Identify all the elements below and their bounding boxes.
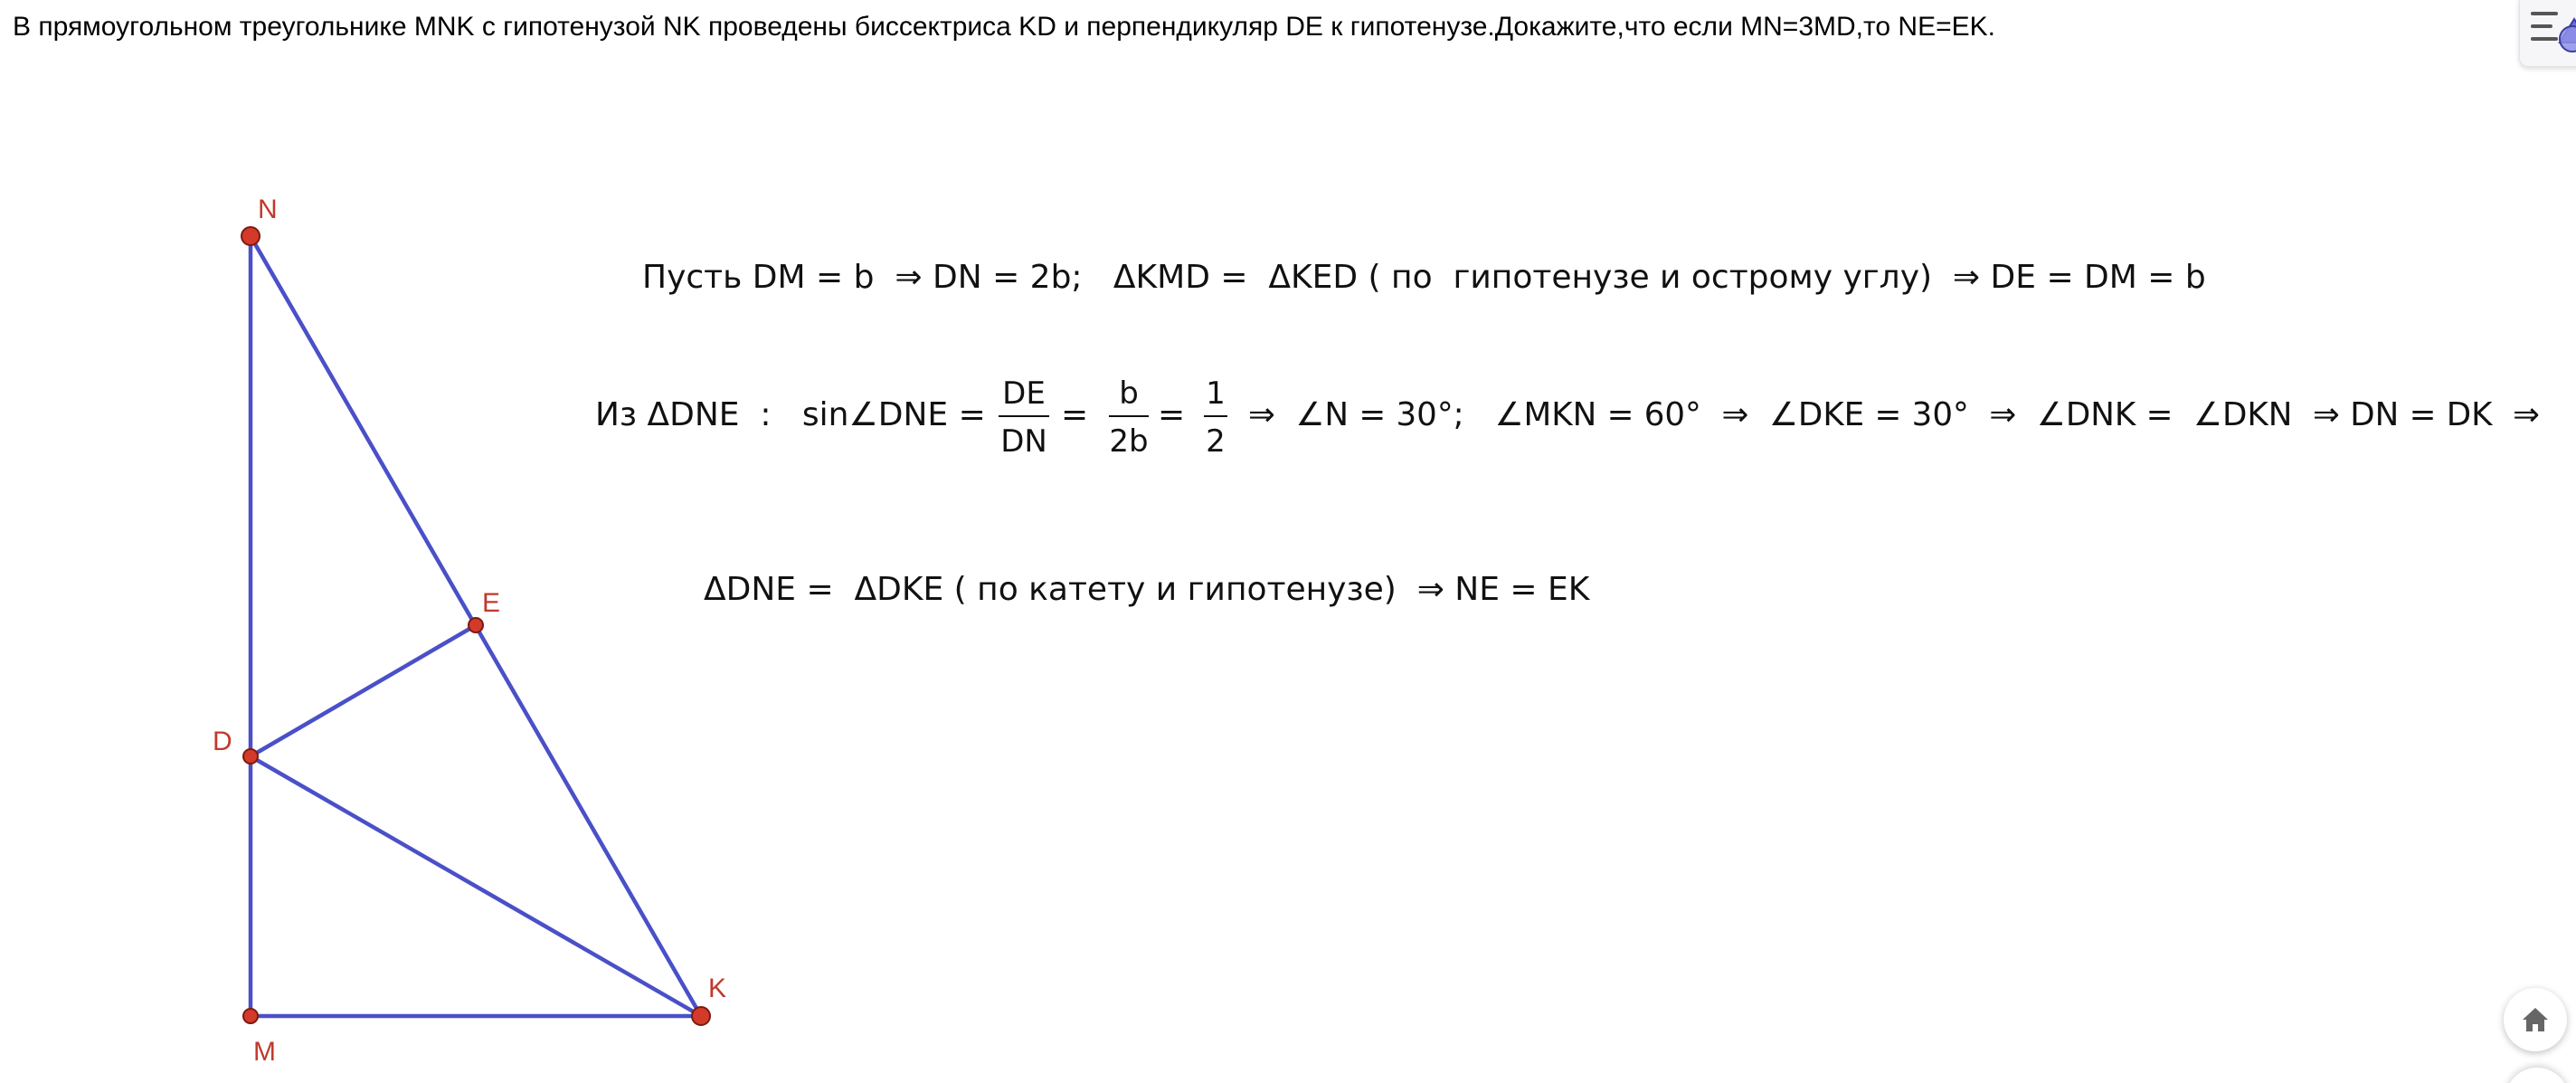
equals-2: = <box>1158 396 1186 433</box>
proof-line-1: Пусть DM = b ⇒ DN = 2b; ΔKMD = ΔKED ( по гипотенузе и острому углу) ⇒ DE = DM = b <box>642 259 2206 296</box>
point-d[interactable] <box>243 749 258 764</box>
label-m: M <box>253 1037 276 1067</box>
fraction-half-numerator: 1 <box>1206 375 1226 412</box>
menu-button[interactable] <box>2519 0 2576 67</box>
menu-graphing-icon <box>2520 0 2576 66</box>
proof-line-2-suffix: ⇒ ∠N = 30°; ∠MKN = 60° ⇒ ∠DKE = 30° ⇒ ∠DNK = ∠DKN ⇒ DN = DK ⇒ <box>1248 396 2540 433</box>
equals-1: = <box>1061 396 1089 433</box>
segment-dk[interactable] <box>251 756 701 1016</box>
segment-de[interactable] <box>251 625 476 756</box>
point-k[interactable] <box>692 1007 710 1025</box>
proof-line-2-prefix: Из ΔDNE : sin∠DNE = <box>595 396 986 433</box>
label-e: E <box>482 588 501 618</box>
point-n[interactable] <box>242 227 260 245</box>
home-button[interactable] <box>2504 988 2567 1051</box>
fraction-de-denominator: DN <box>1000 423 1047 460</box>
point-m[interactable] <box>243 1009 258 1023</box>
label-k: K <box>708 974 727 1003</box>
home-icon <box>2520 1005 2551 1034</box>
point-e[interactable] <box>469 618 483 632</box>
proof-line-3: ΔDNE = ΔDKE ( по катету и гипотенузе) ⇒ NE = EK <box>704 571 1590 608</box>
fraction-de-numerator: DE <box>1002 375 1046 412</box>
label-n: N <box>258 195 278 224</box>
label-d: D <box>213 727 232 756</box>
fraction-b-denominator: 2b <box>1109 423 1149 460</box>
fraction-b-numerator: b <box>1119 375 1139 412</box>
proof-line-2 <box>595 375 2540 460</box>
problem-statement: В прямоугольном треугольнике MNK с гипотенузой NK проведены биссектриса KD и перпендикуляр DE к гипотенузе.Докажите,что если MN=3MD,то NE=EK. <box>13 12 1995 42</box>
fraction-half-denominator: 2 <box>1206 423 1226 460</box>
